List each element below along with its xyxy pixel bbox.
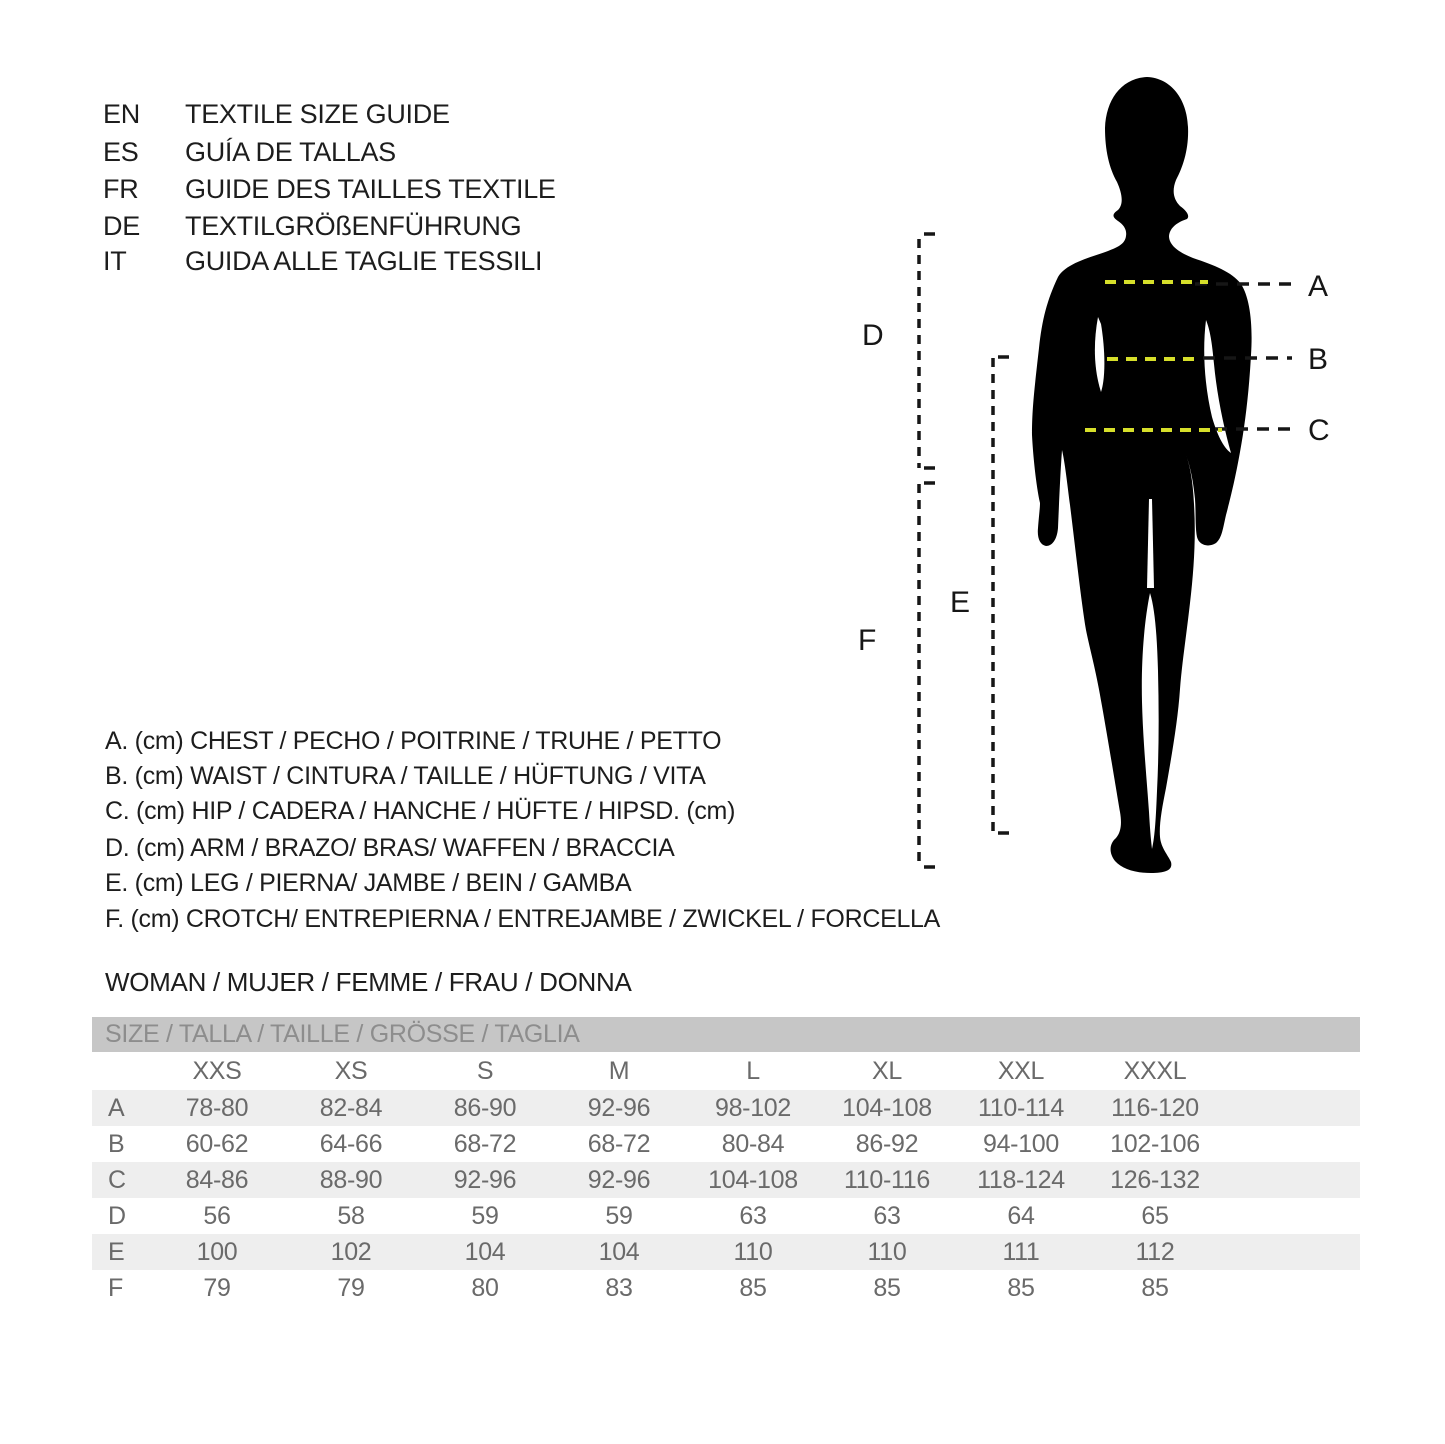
lang-code: DE (103, 211, 140, 241)
label-f: F (858, 624, 877, 657)
table-cell: 110-116 (844, 1166, 930, 1194)
table-cell: 110 (867, 1238, 907, 1266)
lang-code: ES (103, 137, 139, 167)
title-row-es (103, 133, 396, 171)
col-header: XL (872, 1057, 902, 1085)
row-label: D (108, 1202, 126, 1230)
table-cell: 59 (605, 1202, 633, 1230)
table-cell: 104-108 (708, 1166, 798, 1194)
legend-line-e: E. (cm) LEG / PIERNA/ JAMBE / BEIN / GAMBA (105, 869, 632, 897)
table-cell: 110-114 (978, 1094, 1064, 1122)
col-header: M (608, 1057, 630, 1085)
table-cell: 126-132 (1110, 1166, 1200, 1194)
table-cell: 68-72 (453, 1130, 517, 1158)
label-d: D (862, 319, 884, 352)
lang-code: EN (103, 99, 140, 129)
table-title-band: SIZE / TALLA / TAILLE / GRÖSSE / TAGLIA (92, 1017, 1360, 1052)
table-cell: 102 (330, 1238, 372, 1266)
table-cell: 86-92 (855, 1130, 919, 1158)
table-cell: 60-62 (185, 1130, 249, 1158)
table-cell: 84-86 (185, 1166, 249, 1194)
col-header: L (746, 1057, 760, 1085)
row-label: C (108, 1166, 126, 1194)
lang-title: TEXTILGRÖßENFÜHRUNG (185, 211, 522, 241)
table-cell: 104 (598, 1238, 640, 1266)
table-cell: 88-90 (319, 1166, 383, 1194)
label-a: A (1308, 270, 1328, 303)
table-cell: 63 (873, 1202, 901, 1230)
legend-line-f: F. (cm) CROTCH/ ENTREPIERNA / ENTREJAMBE / ZWICKEL / FORCELLA (105, 905, 941, 933)
table-column-header-row (92, 1052, 1360, 1090)
table-cell: 56 (203, 1202, 231, 1230)
title-row-de (103, 207, 521, 245)
title-row-fr (103, 170, 556, 208)
table-cell: 104-108 (842, 1094, 932, 1122)
table-cell: 63 (739, 1202, 767, 1230)
gender-heading: WOMAN / MUJER / FEMME / FRAU / DONNA (105, 967, 632, 997)
label-c: C (1308, 414, 1330, 447)
col-header: XXS (192, 1057, 242, 1085)
table-row-f (92, 1270, 1360, 1306)
table-row-c (92, 1162, 1360, 1198)
table-cell: 104 (464, 1238, 506, 1266)
table-cell: 112 (1135, 1238, 1175, 1266)
table-cell: 59 (471, 1202, 499, 1230)
label-e: E (950, 586, 970, 619)
legend-line-c: C. (cm) HIP / CADERA / HANCHE / HÜFTE / HIPSD. (cm) (105, 797, 736, 825)
table-cell: 98-102 (714, 1094, 792, 1122)
table-cell: 58 (337, 1202, 365, 1230)
lang-code: FR (103, 174, 139, 204)
table-cell: 65 (1141, 1202, 1169, 1230)
table-cell: 92-96 (453, 1166, 517, 1194)
table-cell: 85 (1141, 1274, 1169, 1302)
table-cell: 64 (1007, 1202, 1035, 1230)
table-cell: 79 (203, 1274, 231, 1302)
row-label: B (108, 1130, 125, 1158)
table-row-b (92, 1126, 1360, 1162)
table-row-e (92, 1234, 1360, 1270)
legend-line-b: B. (cm) WAIST / CINTURA / TAILLE / HÜFTUNG / VITA (105, 762, 706, 790)
table-cell: 79 (337, 1274, 365, 1302)
woman-silhouette (1032, 77, 1252, 873)
row-label: A (108, 1094, 125, 1122)
col-header: XXXL (1123, 1057, 1187, 1085)
table-cell: 102-106 (1110, 1130, 1200, 1158)
table-cell: 118-124 (977, 1166, 1065, 1194)
table-row-a (92, 1090, 1360, 1126)
table-cell: 83 (605, 1274, 633, 1302)
table-cell: 94-100 (982, 1130, 1060, 1158)
table-cell: 111 (1002, 1238, 1040, 1266)
table-cell: 64-66 (319, 1130, 383, 1158)
title-row-en (103, 95, 450, 133)
table-cell: 80-84 (721, 1130, 785, 1158)
size-table (92, 1017, 1360, 1306)
table-cell: 80 (471, 1274, 499, 1302)
table-cell: 68-72 (587, 1130, 651, 1158)
title-row-it (103, 242, 542, 280)
table-cell: 100 (196, 1238, 238, 1266)
lang-code: IT (103, 246, 127, 276)
table-row-d (92, 1198, 1360, 1234)
lang-title: GUIDE DES TAILLES TEXTILE (185, 174, 556, 204)
table-cell: 82-84 (319, 1094, 383, 1122)
table-cell: 92-96 (587, 1094, 651, 1122)
row-label: E (108, 1238, 125, 1266)
table-cell: 78-80 (185, 1094, 249, 1122)
table-cell: 85 (873, 1274, 901, 1302)
lang-title: GUIDA ALLE TAGLIE TESSILI (185, 246, 543, 276)
legend-line-d: D. (cm) ARM / BRAZO/ BRAS/ WAFFEN / BRACCIA (105, 834, 675, 862)
col-header: S (476, 1057, 494, 1085)
table-cell: 116-120 (1111, 1094, 1199, 1122)
legend-line-a: A. (cm) CHEST / PECHO / POITRINE / TRUHE / PETTO (105, 727, 722, 755)
col-header: XXL (997, 1057, 1045, 1085)
table-cell: 92-96 (587, 1166, 651, 1194)
table-cell: 86-90 (453, 1094, 517, 1122)
table-cell: 85 (1007, 1274, 1035, 1302)
lang-title: GUÍA DE TALLAS (185, 137, 396, 167)
table-cell: 110 (733, 1238, 773, 1266)
col-header: XS (334, 1057, 368, 1085)
label-b: B (1308, 343, 1328, 376)
table-cell: 85 (739, 1274, 767, 1302)
row-label: F (108, 1274, 123, 1302)
ruler-ticks (924, 234, 1009, 867)
lang-title: TEXTILE SIZE GUIDE (185, 99, 450, 129)
